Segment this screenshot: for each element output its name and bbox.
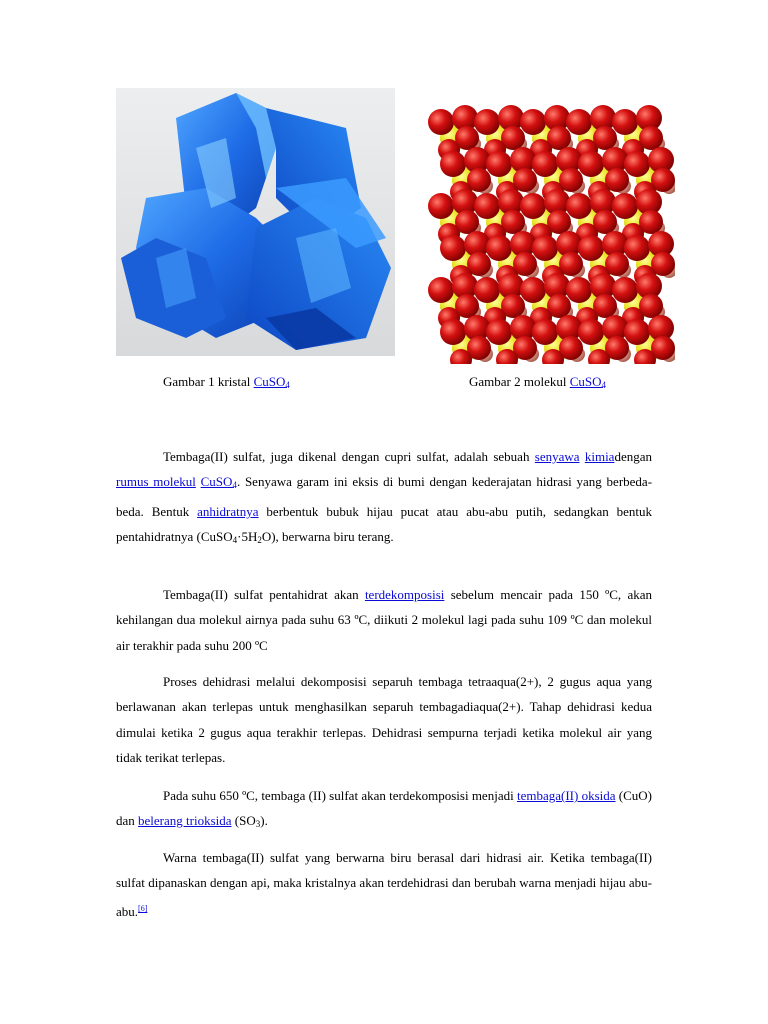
atom [532,151,558,177]
cuso4-link[interactable]: CuSO$_4$ [253,374,290,390]
paragraph-color: Warna tembaga(II) sulfat yang berwarna biru berasal dari hidrasi air. Ketika tembaga(II) sulfat dipanaskan dengan api, maka kristalnya akan terdehidrasi dan berubah warna menjadi hijau abu-abu.[6] [116,850,652,919]
atom [520,109,546,135]
caption-text: Gambar 1 kristal [163,374,254,389]
atom [428,109,454,135]
reference-link[interactable]: [6] [138,903,148,913]
figure-2-caption [469,374,606,390]
paragraph-decomposition: Tembaga(II) sulfat pentahidrat akan terdekomposisi sebelum mencair pada 150 ºC, akan kehilangan dua molekul airnya pada suhu 63 ºC, diikuti 2 molekul lagi pada suhu 109 ºC dan molekul air terakhir pada suhu 200 ºC [116,587,652,653]
rumus-molekul-link[interactable]: rumus molekul [116,474,196,490]
belerang-trioksida-link[interactable]: belerang trioksida [138,813,232,829]
cuso4-link[interactable]: CuSO$_4$ [569,374,607,390]
paragraph-intro: Tembaga(II) sulfat, juga dikenal dengan cupri sulfat, adalah sebuah senyawa kimiadengan rumus molekul CuSO$_4$. Senyawa garam ini eksis di bumi dengan kederajatan hidrasi yang berbeda-beda. Bentuk anhidratnya berbentuk bubuk hijau pucat atau abu-abu putih, sedangkan bentuk pentahidratnya $(CuSO_4\cdot 5H_2O)$, berwarna biru terang. [116,449,653,546]
anhidrat-link[interactable]: anhidratnya [197,503,259,519]
crystal-photo [116,88,395,356]
paragraph-high-temperature: Pada suhu 650 ºC, tembaga (II) sulfat akan terdekomposisi menjadi tembaga(II) oksida (CuO) dan belerang trioksida $(SO_3)$. [116,788,653,830]
atom [486,235,512,261]
atom [612,277,638,303]
atom [474,109,500,135]
atom [578,235,604,261]
atom [440,319,466,345]
atom [578,319,604,345]
atom [624,151,650,177]
atom [578,151,604,177]
figure-1-caption [163,374,290,390]
atom [624,235,650,261]
atom [474,277,500,303]
atom [520,193,546,219]
atom [474,193,500,219]
tembaga-oksida-link[interactable]: tembaga(II) oksida [516,788,616,803]
atom [566,109,592,135]
atom [612,109,638,135]
atom [428,277,454,303]
atom [428,193,454,219]
atom [566,193,592,219]
cuso4-link[interactable]: CuSO$_4$ [200,474,237,491]
terdekomposisi-link[interactable]: terdekomposisi [364,587,445,602]
molecule-model [425,92,675,364]
atom [520,277,546,303]
atom [532,235,558,261]
atom [624,319,650,345]
atom [532,319,558,345]
atom [612,193,638,219]
atom [566,277,592,303]
caption-text: Gambar 2 molekul [469,374,570,389]
paragraph-dehydration: Proses dehidrasi melalui dekomposisi separuh tembaga tetraaqua(2+), 2 gugus aqua yang berlawanan akan terlepas untuk menghasilkan separuh tembagadiaqua(2+). Tahap dehidrasi kedua dimulai ketika 2 gugus aqua terakhir terlepas. Dehidrasi sempurna terjadi ketika molekul air yang tidak terikat terlepas. [116,674,652,766]
kimia-link[interactable]: kimia [584,449,615,464]
atom [486,319,512,345]
atom [486,151,512,177]
atom [440,151,466,177]
senyawa-link[interactable]: senyawa [534,449,580,464]
atom [440,235,466,261]
